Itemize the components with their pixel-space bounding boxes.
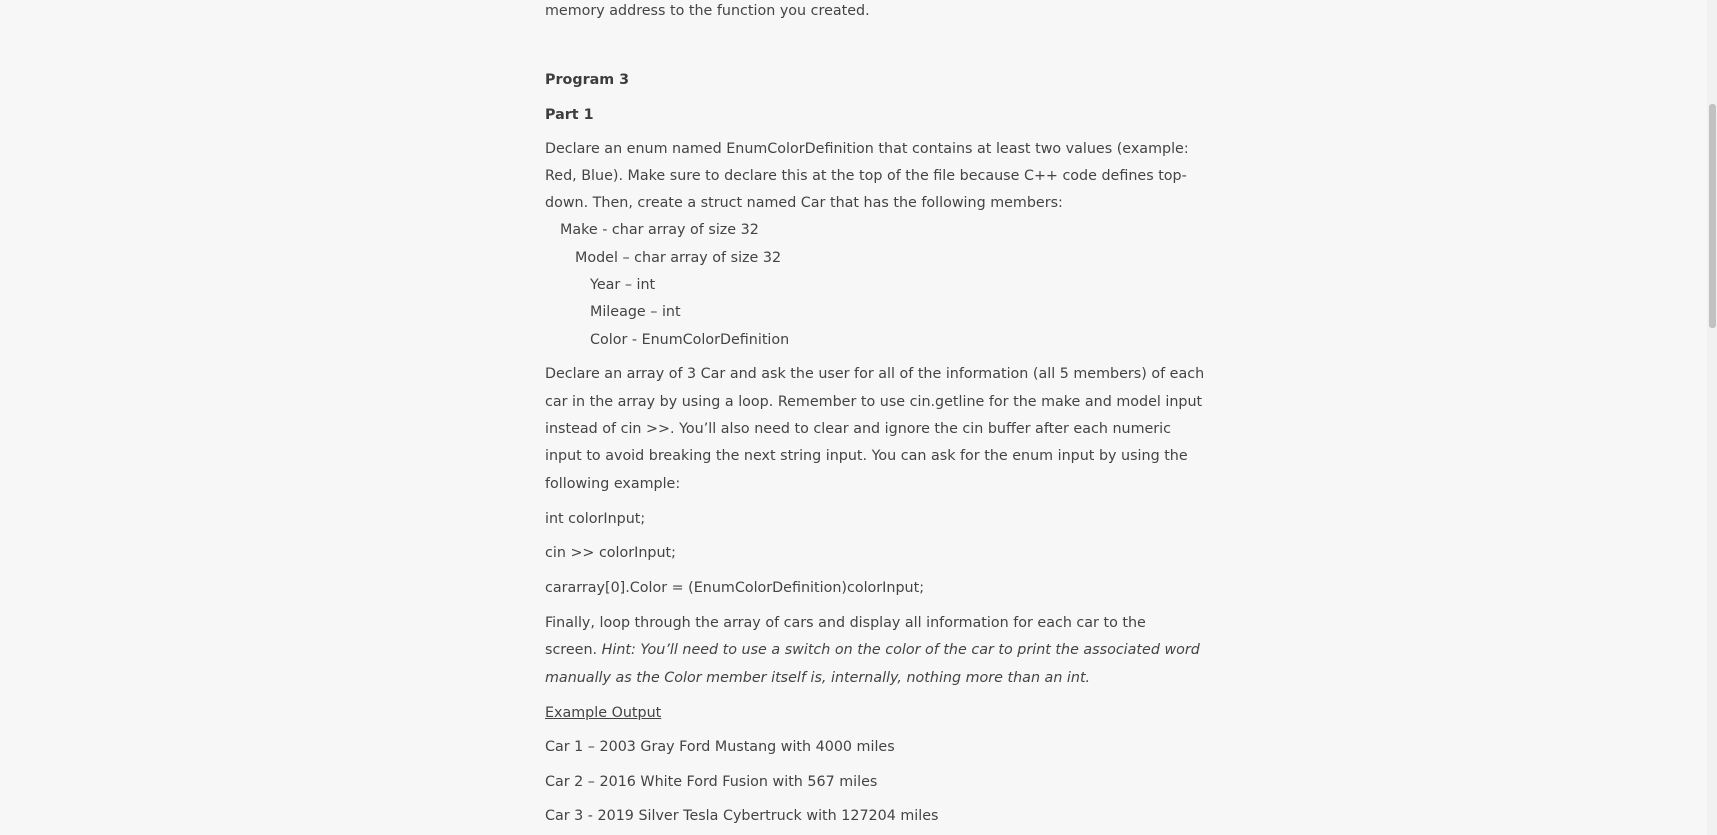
paragraph-line: input to avoid breaking the next string input. You can ask for the enum input by using the (545, 448, 1188, 464)
intro-line: memory address to the function you created. (545, 3, 870, 19)
example-output-label: Example Output (545, 705, 662, 721)
hint-text: Hint: You’ll need to use a switch on the color of the car to print the associated word (601, 642, 1200, 658)
paragraph-line (545, 637, 1200, 665)
output-line: Car 2 – 2016 White Ford Fusion with 567 miles (545, 774, 878, 790)
member-item: Model – char array of size 32 (575, 250, 782, 266)
hint-text: manually as the Color member itself is, internally, nothing more than an int. (545, 670, 1091, 686)
code-line: cin >> colorInput; (545, 545, 676, 561)
output-line: Car 1 – 2003 Gray Ford Mustang with 4000 miles (545, 739, 895, 755)
paragraph-line: Finally, loop through the array of cars and display all information for each car to the (545, 615, 1146, 631)
scrollbar-thumb[interactable] (1709, 104, 1716, 328)
code-line: int colorInput; (545, 511, 646, 527)
code-line: cararray[0].Color = (EnumColorDefinition)colorInput; (545, 580, 925, 596)
member-item: Color - EnumColorDefinition (590, 332, 790, 348)
paragraph-text: screen. (545, 642, 602, 658)
paragraph-line: Declare an enum named EnumColorDefinition that contains at least two values (example: (545, 141, 1189, 157)
member-item: Make - char array of size 32 (560, 222, 759, 238)
paragraph-line: instead of cin >>. You’ll also need to clear and ignore the cin buffer after each numeric (545, 421, 1172, 437)
paragraph-line: Declare an array of 3 Car and ask the user for all of the information (all 5 members) of each (545, 366, 1205, 382)
paragraph-line: car in the array by using a loop. Remember to use cin.getline for the make and model input (545, 394, 1203, 410)
member-item: Mileage – int (590, 304, 681, 320)
member-item: Year – int (590, 277, 656, 293)
paragraph-line: Red, Blue). Make sure to declare this at the top of the file because C++ code defines top- (545, 168, 1187, 184)
paragraph-line: following example: (545, 476, 681, 492)
part-heading: Part 1 (545, 107, 594, 123)
paragraph-line: down. Then, create a struct named Car that has the following members: (545, 195, 1063, 211)
program-heading: Program 3 (545, 72, 630, 88)
scrollbar[interactable] (1707, 0, 1717, 835)
output-line: Car 3 - 2019 Silver Tesla Cybertruck with 127204 miles (545, 808, 939, 824)
